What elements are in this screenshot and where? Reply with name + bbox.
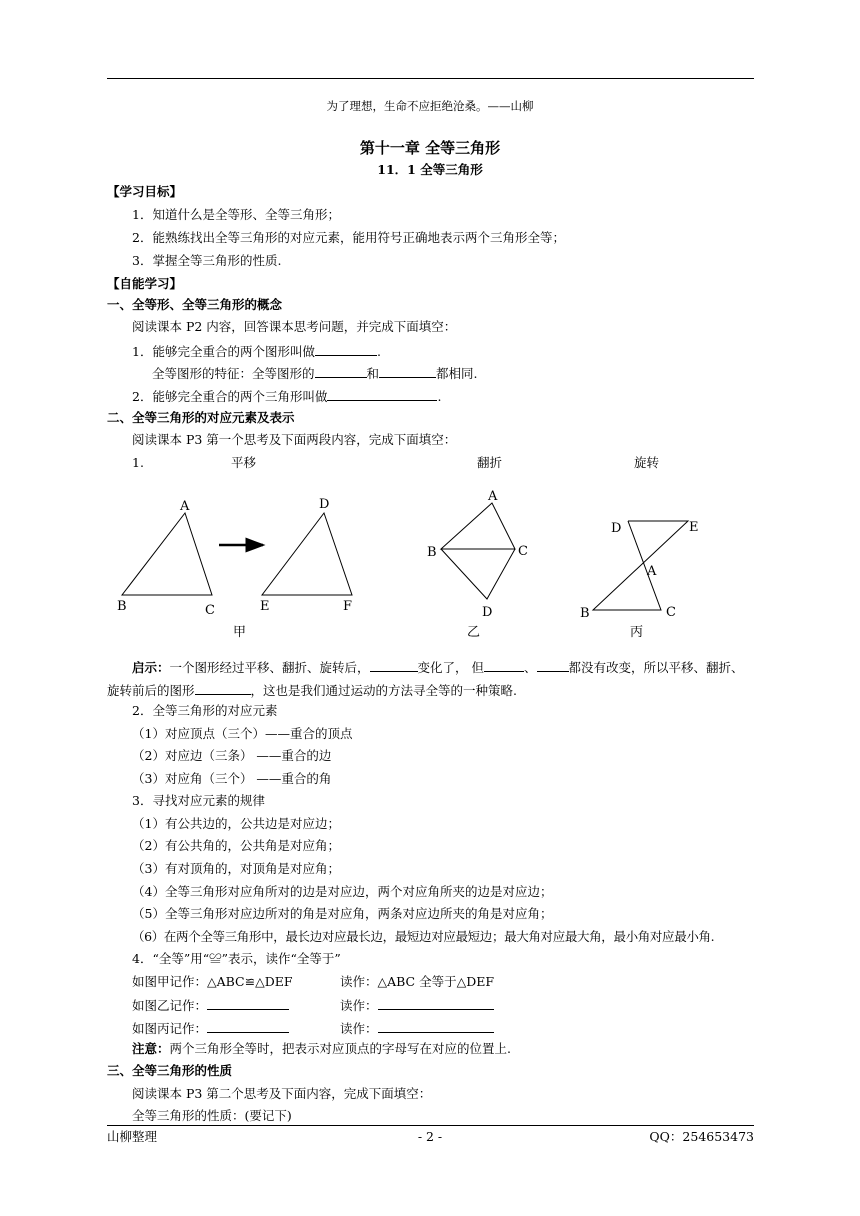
hint-text: 一个图形经过平移、翻折、旋转后， [169, 660, 370, 675]
notation-row-bing [132, 1019, 289, 1037]
part3-intro: 阅读课本 P3 第二个思考及下面内容，完成下面填空： [132, 1086, 432, 1101]
elements-title: 2．全等三角形的对应元素 [132, 703, 278, 718]
note-text: 两个三角形全等时，把表示对应顶点的字母写在对应的位置上. [169, 1041, 511, 1056]
rules-title: 3．寻找对应元素的规律 [132, 793, 265, 808]
chapter-title: 第十一章 全等三角形 [359, 139, 501, 157]
q2-suffix: . [437, 389, 442, 404]
notation-blank[interactable] [207, 996, 289, 1010]
element-item: （2）对应边（三条） ——重合的边 [132, 748, 332, 763]
hint-blank-1[interactable] [370, 658, 418, 672]
caption-jia: 甲 [233, 625, 247, 640]
part2-intro: 阅读课本 P3 第一个思考及下面两段内容，完成下面填空： [132, 432, 457, 447]
vertex-label: E [689, 520, 699, 535]
vertex-label: C [518, 544, 528, 559]
hint-text: ，这也是我们通过运动的方法寻全等的一种策略. [250, 683, 517, 698]
hint-blank-4[interactable] [195, 681, 251, 695]
note [132, 1041, 511, 1057]
hint-line-2 [107, 681, 517, 699]
objective-item: 2．能熟练找出全等三角形的对应元素，能用符号正确地表示两个三角形全等； [132, 230, 565, 245]
part3-heading: 三、全等三角形的性质 [107, 1063, 233, 1078]
notation-right: 读作：△ABC 全等于△DEF [340, 974, 495, 989]
self-study-heading: 【自能学习】 [107, 276, 183, 291]
part1-heading: 一、全等形、全等三角形的概念 [107, 297, 283, 312]
hint-label: 启示： [132, 660, 170, 675]
notation-blank[interactable] [378, 996, 494, 1010]
rule-item: （2）有公共角的，公共角是对应角； [132, 838, 340, 853]
page-number: - 2 - [417, 1129, 443, 1144]
notation-blank[interactable] [378, 1019, 494, 1033]
figure-number: 1. [132, 455, 144, 470]
objectives-heading: 【学习目标】 [107, 184, 183, 199]
vertex-label: D [611, 521, 622, 536]
notation-right: 读作： [340, 998, 378, 1013]
vertex-label: B [427, 545, 437, 560]
q1-suffix: . [376, 344, 381, 359]
hint-line-1 [132, 658, 744, 676]
footer-left: 山柳整理 [107, 1129, 158, 1144]
footer-right: QQ：254653473 [649, 1129, 754, 1144]
notation-left: 如图甲记作：△ABC≌△DEF [132, 974, 293, 989]
vertex-label: D [482, 605, 493, 620]
vertex-label: B [580, 606, 590, 621]
hint-text: 旋转前后的图形 [107, 683, 195, 698]
objective-item: 1．知道什么是全等形、全等三角形； [132, 207, 340, 222]
notation-title: 4．“全等”用“≌”表示，读作“全等于” [132, 951, 341, 966]
label-translate: 平移 [231, 455, 257, 470]
rotate-figure [593, 521, 688, 610]
rule-item: （6）在两个全等三角形中，最长边对应最长边，最短边对应最短边；最大角对应最大角，最小角对应最小角. [132, 929, 715, 944]
hint-text: 、 [524, 660, 537, 675]
objective-item: 3．掌握全等三角形的性质. [132, 253, 282, 268]
vertex-label: C [205, 603, 215, 618]
rule-item: （5）全等三角形对应边所对的角是对应角，两条对应边所夹的角是对应角； [132, 906, 553, 921]
q1b-suffix: 都相同. [436, 366, 478, 381]
q1b-prefix: 全等图形的特征：全等图形的 [152, 366, 315, 381]
triangle-dbc-fold [441, 549, 515, 599]
notation-row-bing-read [340, 1019, 494, 1037]
vertex-label: F [343, 599, 353, 614]
caption-bing: 丙 [630, 625, 644, 640]
header-motto: 为了理想，生命不应拒绝沧桑。——山柳 [326, 99, 534, 113]
note-label: 注意： [132, 1041, 170, 1056]
triangle-abc [122, 513, 212, 595]
section-title: 11．1 全等三角形 [377, 162, 483, 177]
triangle-def [262, 513, 352, 595]
q1b-mid: 和 [366, 366, 380, 381]
notation-left: 如图丙记作： [132, 1021, 208, 1036]
vertex-label: B [117, 599, 127, 614]
part2-heading: 二、全等三角形的对应元素及表示 [107, 410, 295, 425]
q1-prefix: 1．能够完全重合的两个图形叫做 [132, 344, 315, 359]
part1-intro: 阅读课本 P2 内容，回答课本思考问题，并完成下面填空： [132, 319, 457, 334]
notation-right: 读作： [340, 1021, 378, 1036]
label-fold: 翻折 [477, 455, 503, 470]
footer-rule [107, 1125, 754, 1126]
notation-row-yi-read [340, 996, 494, 1014]
hint-blank-3[interactable] [537, 658, 569, 672]
triangle-abc-fold [441, 503, 515, 549]
notation-row-yi [132, 996, 289, 1014]
q2-prefix: 2．能够完全重合的两个三角形叫做 [132, 389, 328, 404]
element-item: （3）对应角（三个） ——重合的角 [132, 771, 332, 786]
rule-item: （4）全等三角形对应角所对的边是对应边，两个对应角所夹的边是对应边； [132, 884, 553, 899]
vertex-label: E [260, 599, 270, 614]
vertex-label: C [666, 605, 676, 620]
vertex-label: D [319, 497, 330, 512]
vertex-label: A [180, 499, 190, 514]
hint-text: 都没有改变，所以平移、翻折、 [568, 660, 744, 675]
vertex-label: A [488, 489, 498, 504]
vertex-label: A [647, 564, 657, 579]
notation-blank[interactable] [207, 1019, 289, 1033]
hint-text: 变化了， 但 [417, 660, 485, 675]
caption-yi: 乙 [467, 625, 481, 640]
element-item: （1）对应顶点（三个）——重合的顶点 [132, 726, 353, 741]
rule-item: （3）有对顶角的，对顶角是对应角； [132, 861, 340, 876]
part3-property: 全等三角形的性质：(要记下) [132, 1108, 292, 1123]
rule-item: （1）有公共边的，公共边是对应边； [132, 816, 340, 831]
label-rotate: 旋转 [634, 455, 660, 470]
notation-left: 如图乙记作： [132, 998, 208, 1013]
hint-blank-2[interactable] [484, 658, 524, 672]
